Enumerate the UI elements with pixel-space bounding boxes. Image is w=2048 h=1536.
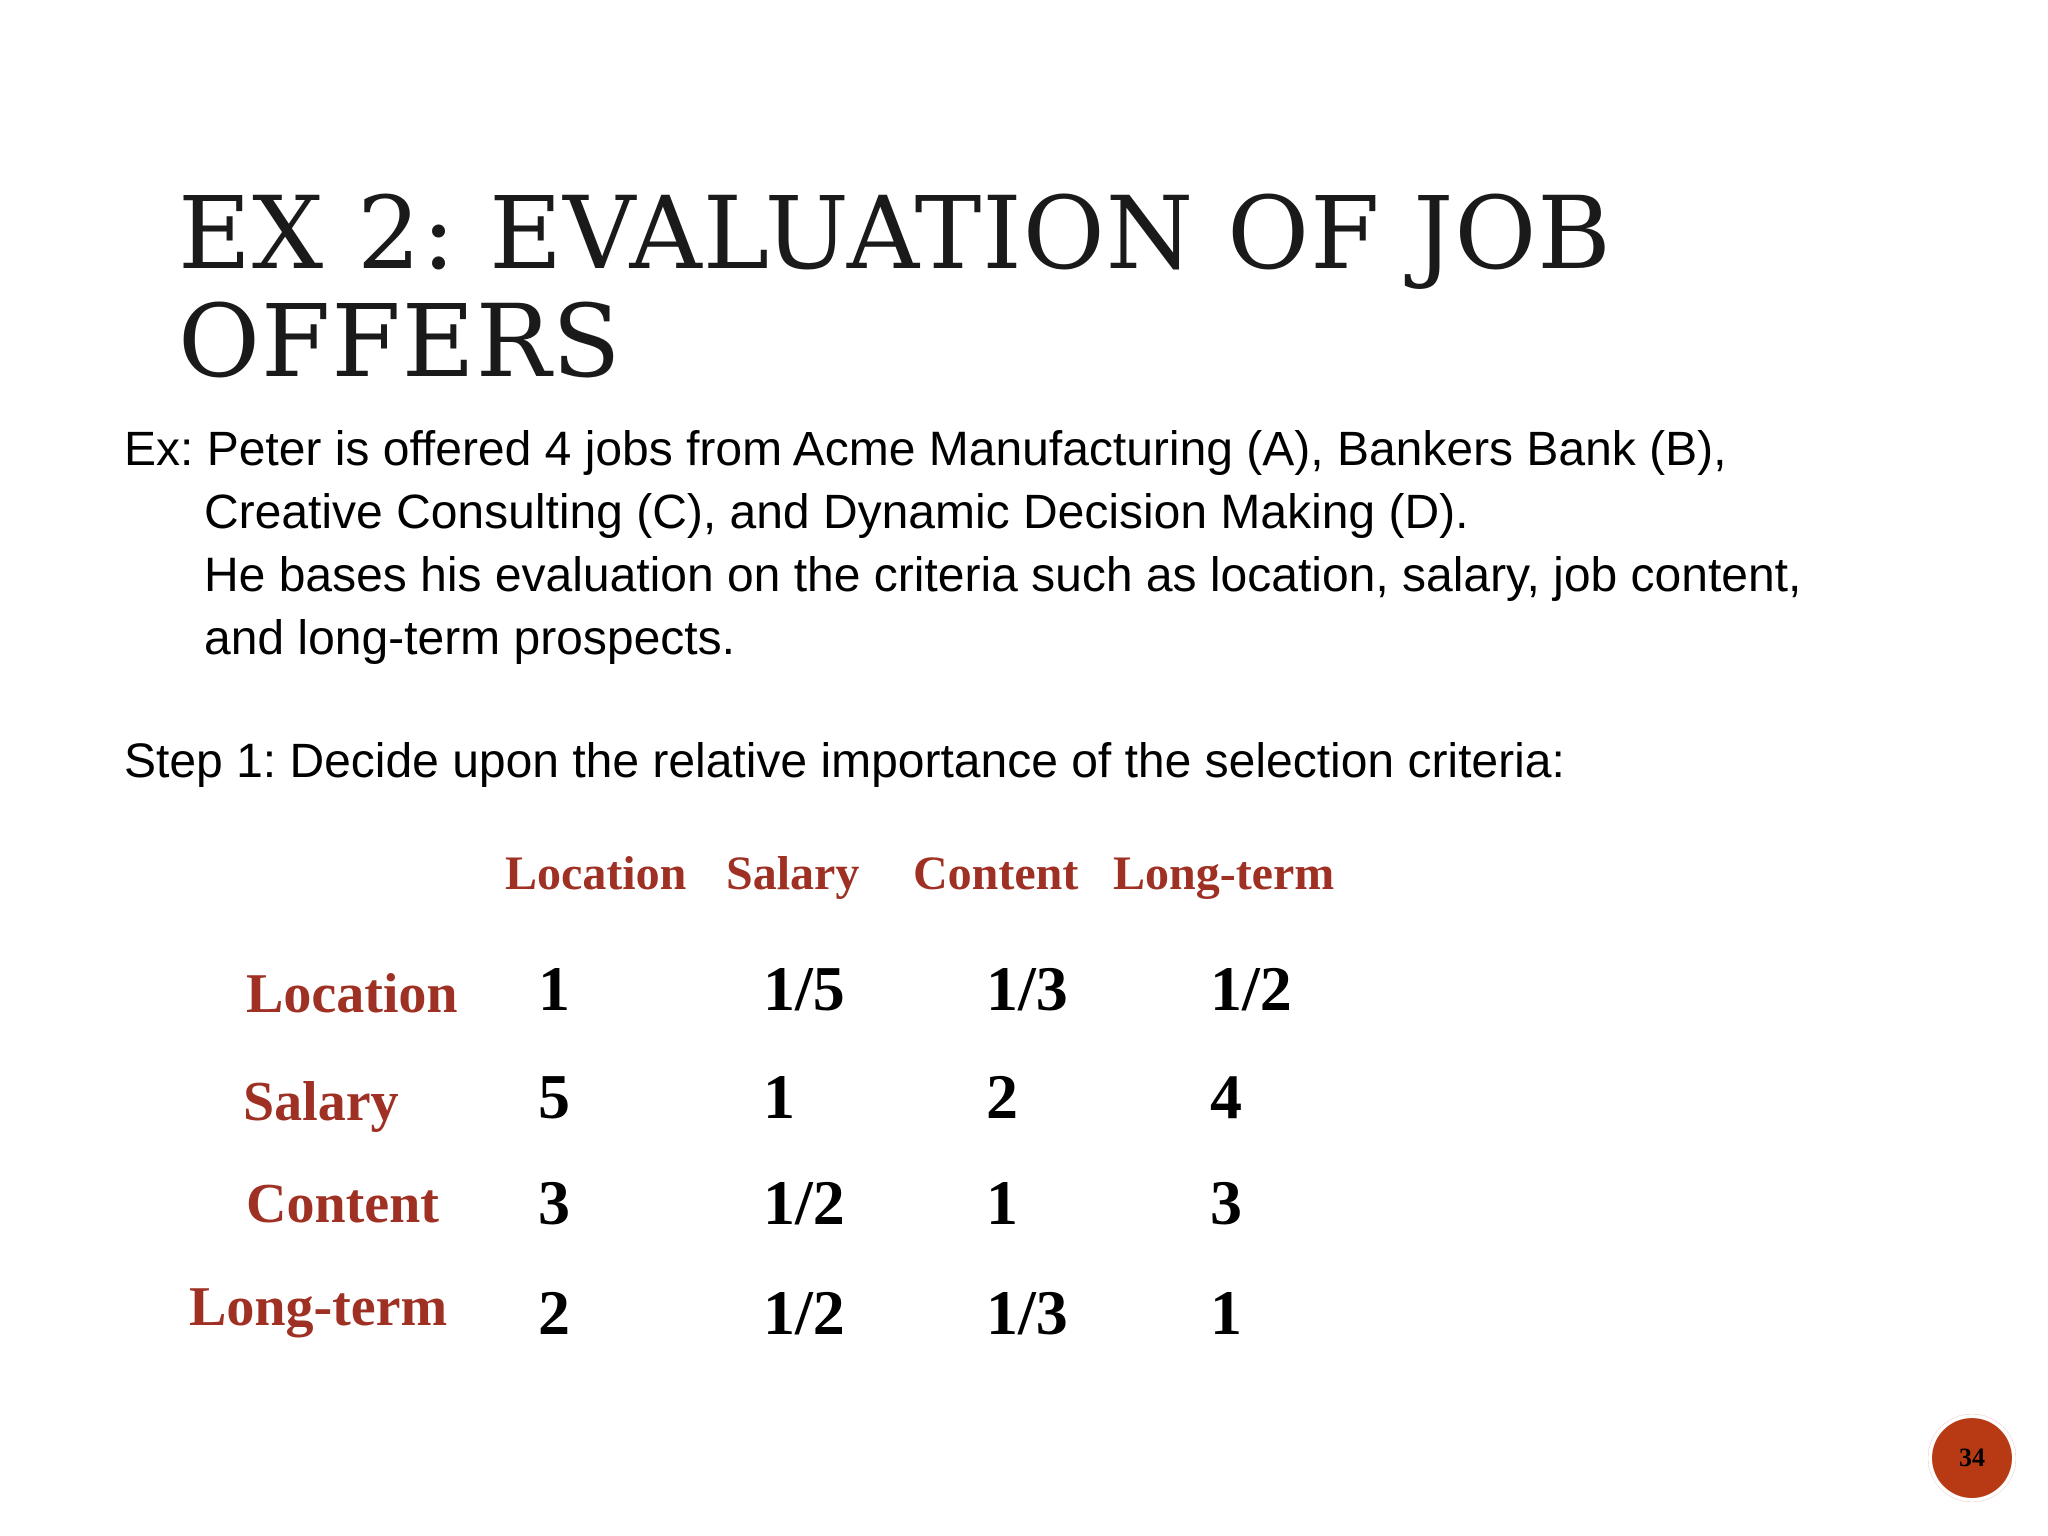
spacer [124,670,2004,730]
matrix-cell: 3 [1210,1167,1242,1238]
title-line-2: OFFERS [178,283,622,400]
matrix-cell: 1 [1210,1277,1242,1348]
step-1-text: Step 1: Decide upon the relative importance of the selection criteria: [124,735,1565,788]
intro-line-4: and long-term prospects. [204,612,735,665]
row-header-long-term: Long-term [189,1276,448,1338]
slide-title [178,175,1878,400]
page-number-badge [1928,1414,2016,1502]
column-header-long-term: Long-term [1113,847,1335,900]
matrix-cell: 1/2 [763,1167,845,1238]
matrix-cell: 2 [986,1061,1018,1132]
matrix-cell: 1/2 [1210,953,1292,1024]
matrix-cell: 4 [1210,1061,1242,1132]
intro-line-1: Ex: Peter is offered 4 jobs from Acme Manufacturing (A), Bankers Bank (B), [124,423,1727,476]
column-header-location: Location [505,847,687,900]
matrix-cell: 1/3 [986,1277,1068,1348]
intro-line-2: Creative Consulting (C), and Dynamic Decision Making (D). [204,486,1469,539]
matrix-cell: 1/5 [763,953,845,1024]
matrix-cell: 1 [538,953,570,1024]
column-header-salary: Salary [726,847,860,900]
title-line-1: EX 2: EVALUATION OF JOB [178,175,1612,292]
matrix-cell: 3 [538,1167,570,1238]
matrix-cell: 5 [538,1061,570,1132]
matrix-cell: 2 [538,1277,570,1348]
row-header-content: Content [246,1173,439,1235]
matrix-cell: 1 [763,1061,795,1132]
matrix-cell: 1/2 [763,1277,845,1348]
row-header-salary: Salary [243,1071,399,1133]
matrix-cell: 1 [986,1167,1018,1238]
column-header-content: Content [913,847,1079,900]
intro-line-3: He bases his evaluation on the criteria such as location, salary, job content, [204,549,1802,602]
page-number: 34 [1959,1443,1985,1472]
row-header-location: Location [246,963,458,1025]
matrix-cell: 1/3 [986,953,1068,1024]
slide-body [124,418,2004,793]
